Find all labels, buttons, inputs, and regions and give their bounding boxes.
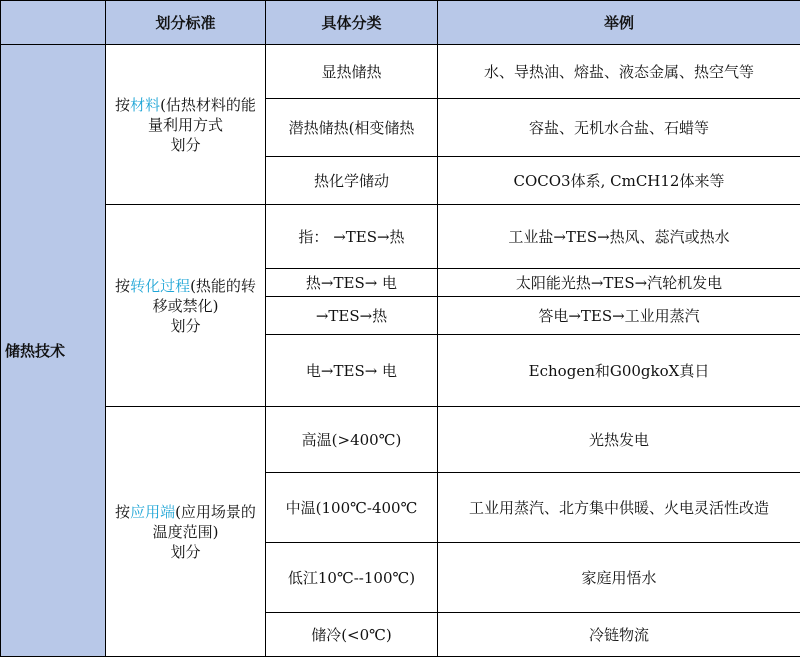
- table-row: [1, 205, 800, 269]
- criteria-suffix: (热能的转移或禁化): [153, 277, 256, 315]
- header-example: 举例: [438, 1, 800, 45]
- criteria-process: [106, 205, 266, 407]
- type-cell: 中温(100℃-400℃: [266, 473, 438, 543]
- type-cell: →TES→热: [266, 297, 438, 335]
- type-cell: 电→TES→ 电: [266, 335, 438, 407]
- main-category-cell: 储热技术: [1, 45, 106, 657]
- criteria-suffix: (估热材料的能量利用方式: [148, 96, 256, 134]
- type-cell: 指： →TES→热: [266, 205, 438, 269]
- criteria-prefix: 按: [115, 277, 130, 295]
- type-cell: 潜热储热(相变储热: [266, 99, 438, 157]
- example-cell: 太阳能光热→TES→汽轮机发电: [438, 269, 800, 297]
- example-cell: COCO3体系, CmCH12体来等: [438, 157, 800, 205]
- criteria-material: [106, 45, 266, 205]
- type-cell: 显热储热: [266, 45, 438, 99]
- example-cell: 工业用蒸汽、北方集中供暖、火电灵活性改造: [438, 473, 800, 543]
- example-cell: 水、导热油、熔盐、液态金属、热空气等: [438, 45, 800, 99]
- example-cell: 工业盐→TES→热风、蕊汽或热水: [438, 205, 800, 269]
- criteria-application: [106, 407, 266, 657]
- type-cell: 高温(>400℃): [266, 407, 438, 473]
- criteria-suffix: (应用场景的温度范围): [153, 503, 256, 541]
- criteria-prefix: 按: [115, 96, 130, 114]
- type-cell: 热→TES→ 电: [266, 269, 438, 297]
- header-criteria: 划分标准: [106, 1, 266, 45]
- table-row: [1, 45, 800, 99]
- criteria-tail: 划分: [170, 317, 200, 335]
- type-cell: 低江10℃--100℃): [266, 543, 438, 613]
- example-cell: Echogen和G00gkoX真日: [438, 335, 800, 407]
- criteria-keyword: 应用端: [130, 503, 175, 521]
- example-cell: 容盐、无机水合盐、石蜡等: [438, 99, 800, 157]
- header-category: 具体分类: [266, 1, 438, 45]
- criteria-keyword: 材料: [130, 96, 160, 114]
- example-cell: 家庭用悟水: [438, 543, 800, 613]
- type-cell: 热化学储动: [266, 157, 438, 205]
- criteria-tail: 划分: [170, 543, 200, 561]
- table-row: [1, 407, 800, 473]
- criteria-prefix: 按: [115, 503, 130, 521]
- header-blank-cell: [1, 1, 106, 45]
- example-cell: 光热发电: [438, 407, 800, 473]
- criteria-tail: 划分: [170, 136, 200, 154]
- header-row: [1, 1, 800, 45]
- example-cell: 答电→TES→工业用蒸汽: [438, 297, 800, 335]
- example-cell: 冷链物流: [438, 613, 800, 657]
- criteria-keyword: 转化过程: [130, 277, 190, 295]
- type-cell: 储冷(<0℃): [266, 613, 438, 657]
